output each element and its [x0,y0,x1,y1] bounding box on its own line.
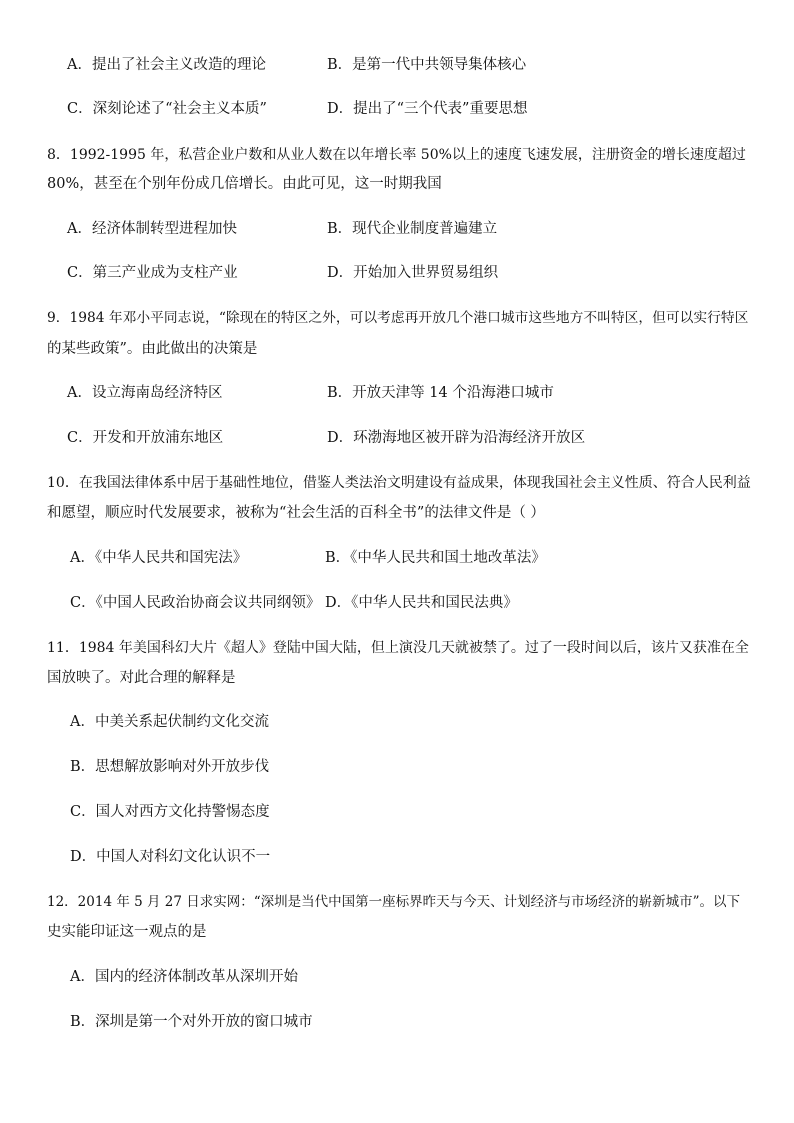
q9-stem-line2: 的某些政策”。由此做出的决策是 [47,341,258,357]
q10-stem-line1: 10．在我国法律体系中居于基础性地位，借鉴人类法治文明建设有益成果，体现我国社会主义性质、符合人民利益 [47,475,751,491]
q8-option-b: B．现代企业制度普遍建立 [327,221,498,237]
q8-option-c: C．第三产业成为支柱产业 [67,265,238,281]
q9-option-d: D．环渤海地区被开辟为沿海经济开放区 [327,430,586,446]
q12-option-a: A．国内的经济体制改革从深圳开始 [70,969,298,985]
q10-option-d: D．《中华人民共和国民法典》 [325,595,518,611]
q11-stem-line1: 11．1984 年美国科幻大片《超人》登陆中国大陆，但上演没几天就被禁了。过了一段时间以后，该片又获准在全 [47,640,749,656]
q10-stem-line2: 和愿望，顺应时代发展要求，被称为“社会生活的百科全书”的法律文件是（ ） [47,505,545,521]
q8-option-a: A．经济体制转型进程加快 [67,221,237,237]
q9-option-c: C．开发和开放浦东地区 [67,430,224,446]
q9-stem-line1: 9．1984 年邓小平同志说，“除现在的特区之外，可以考虑再开放几个港口城市这些地方不叫特区，但可以实行特区 [47,310,749,326]
q11-option-d: D．中国人对科幻文化认识不一 [70,849,271,865]
q7-option-d: D．提出了“三个代表”重要思想 [327,101,528,117]
q8-stem-line2: 80%，甚至在个别年份成几倍增长。由此可见，这一时期我国 [47,176,442,192]
q11-option-c: C．国人对西方文化持警惕态度 [70,804,270,820]
q7-option-c: C．深刻论述了“社会主义本质” [67,101,267,117]
q9-option-b: B．开放天津等 14 个沿海港口城市 [327,385,554,401]
q11-stem-line2: 国放映了。对此合理的解释是 [47,670,236,686]
q10-option-b: B．《中华人民共和国土地改革法》 [325,550,546,566]
q8-stem-line1: 8．1992-1995 年，私营企业户数和从业人数在以年增长率 50%以上的速度飞速发展，注册资金的增长速度超过 [47,147,746,163]
q10-option-a: A．《中华人民共和国宪法》 [70,550,248,566]
q12-stem-line1: 12．2014 年 5 月 27 日求实网：“深圳是当代中国第一座标界昨天与今天、计划经济与市场经济的崭新城市”。以下 [47,894,741,910]
q9-option-a: A．设立海南岛经济特区 [67,385,223,401]
q8-option-d: D．开始加入世界贸易组织 [327,265,499,281]
q7-option-a: A．提出了社会主义改造的理论 [67,57,266,73]
q12-option-b: B．深圳是第一个对外开放的窗口城市 [70,1014,313,1030]
q7-option-b: B．是第一代中共领导集体核心 [327,57,527,73]
q11-option-a: A．中美关系起伏制约文化交流 [70,714,269,730]
q10-option-c: C．《中国人民政治协商会议共同纲领》 [70,595,321,611]
q11-option-b: B．思想解放影响对外开放步伐 [70,759,270,775]
q12-stem-line2: 史实能印证这一观点的是 [47,924,207,940]
